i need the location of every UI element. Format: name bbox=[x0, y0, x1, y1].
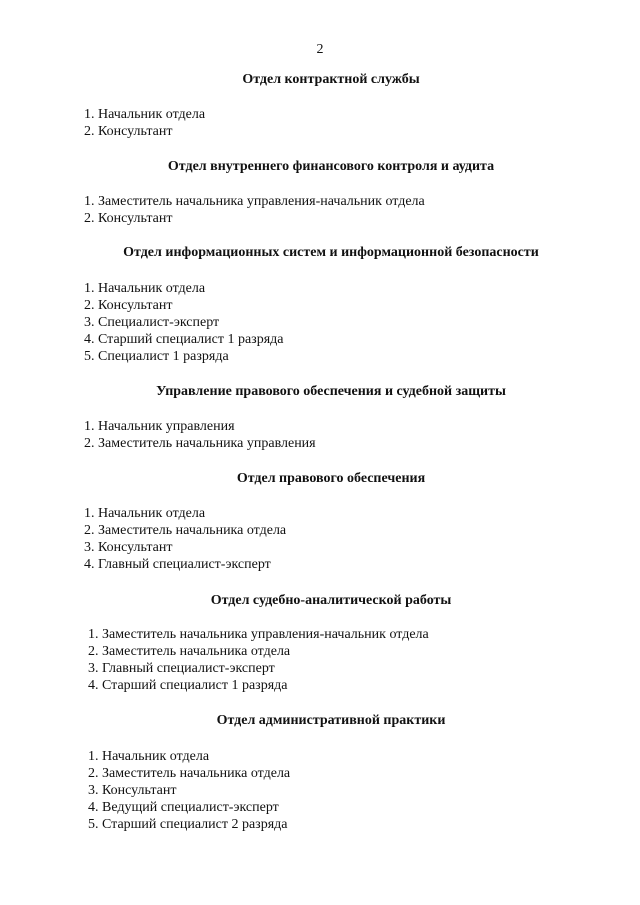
list-item: 4. Главный специалист-эксперт bbox=[84, 557, 271, 572]
list-item: 3. Главный специалист-эксперт bbox=[88, 661, 275, 676]
list-item: 4. Ведущий специалист-эксперт bbox=[88, 800, 279, 815]
list-item: 4. Старший специалист 1 разряда bbox=[84, 332, 284, 347]
section-list-judicial-analytics bbox=[88, 626, 429, 694]
list-item: 2. Заместитель начальника отдела bbox=[84, 523, 287, 538]
list-item: 2. Заместитель начальника управления bbox=[84, 436, 316, 451]
list-item: 1. Начальник отдела bbox=[84, 506, 206, 521]
list-item: 5. Старший специалист 2 разряда bbox=[88, 817, 288, 832]
section-heading-legal-support: Отдел правового обеспечения bbox=[236, 471, 426, 486]
list-item: 2. Заместитель начальника отдела bbox=[88, 766, 291, 781]
section-heading-administrative-practice: Отдел административной практики bbox=[216, 713, 446, 728]
section-heading-contract-service: Отдел контрактной службы bbox=[242, 72, 420, 87]
section-list-administrative-practice bbox=[88, 748, 290, 833]
section-list-info-security bbox=[84, 280, 284, 365]
list-item: 3. Консультант bbox=[88, 783, 177, 798]
section-heading-internal-audit: Отдел внутреннего финансового контроля и аудита bbox=[167, 159, 495, 174]
section-list-legal-department bbox=[84, 418, 316, 452]
list-item: 1. Начальник отдела bbox=[88, 749, 210, 764]
list-item: 3. Консультант bbox=[84, 540, 173, 555]
list-item: 2. Консультант bbox=[84, 211, 173, 226]
list-item: 2. Консультант bbox=[84, 298, 173, 313]
list-item: 1. Начальник отдела bbox=[84, 107, 206, 122]
section-heading-legal-department: Управление правового обеспечения и судебной защиты bbox=[156, 384, 506, 399]
list-item: 3. Специалист-эксперт bbox=[84, 315, 220, 330]
section-heading-info-security: Отдел информационных систем и информационной безопасности bbox=[123, 245, 539, 260]
list-item: 1. Начальник отдела bbox=[84, 281, 206, 296]
section-list-contract-service bbox=[84, 106, 205, 140]
list-item: 1. Начальник управления bbox=[84, 419, 235, 434]
page-number: 2 bbox=[316, 42, 324, 57]
section-heading-judicial-analytics: Отдел судебно-аналитической работы bbox=[210, 593, 452, 608]
list-item: 5. Специалист 1 разряда bbox=[84, 349, 229, 364]
list-item: 4. Старший специалист 1 разряда bbox=[88, 678, 288, 693]
list-item: 2. Консультант bbox=[84, 124, 173, 139]
section-list-legal-support bbox=[84, 505, 286, 573]
list-item: 2. Заместитель начальника отдела bbox=[88, 644, 291, 659]
list-item: 1. Заместитель начальника управления-начальник отдела bbox=[88, 627, 429, 642]
section-list-internal-audit bbox=[84, 193, 425, 227]
list-item: 1. Заместитель начальника управления-начальник отдела bbox=[84, 194, 425, 209]
